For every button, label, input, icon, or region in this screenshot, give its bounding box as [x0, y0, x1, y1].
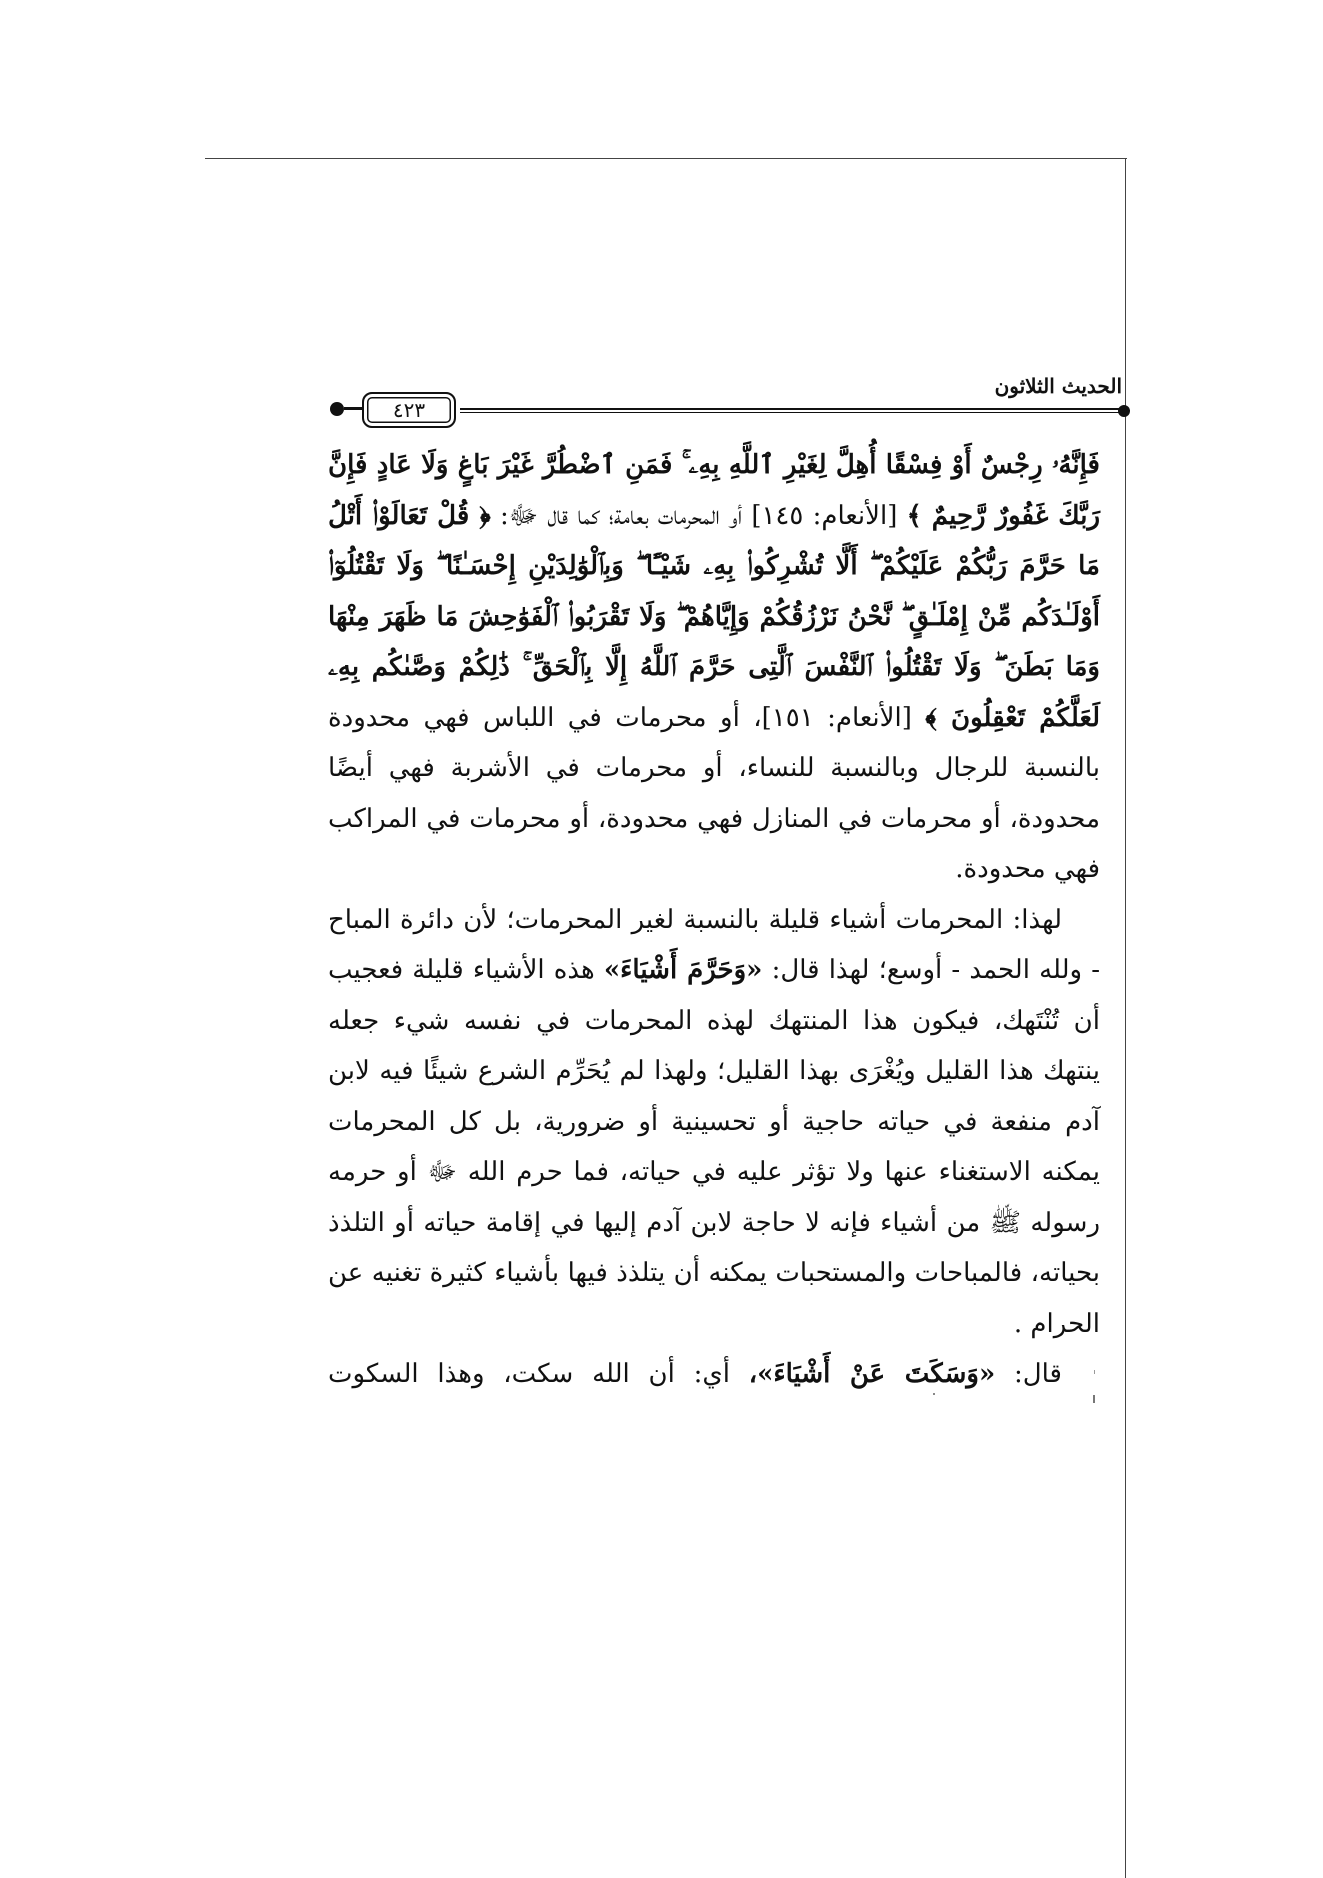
verse-reference: [الأنعام: ١٤٥] أو المحرمات بعامة؛ كما قال ﷻ: — [500, 500, 898, 531]
header-rule — [460, 408, 1120, 410]
quran-verse: فَإِنَّهُۥ رِجْسٌ أَوْ فِسْقًا أُهِلَّ لِغَيْرِ ٱللَّهِ بِهِۦ ۚ فَمَنِ ٱضْطُرَّ غَيْرَ بَاغٍ وَلَا عَادٍ فَإِنَّ رَبَّكَ غَفُورٌ رَّحِيمٌ ﴾ — [328, 450, 1101, 531]
rule-end-dot-icon — [1118, 405, 1130, 417]
page-number-badge — [362, 392, 456, 428]
page-number: ٤٢٣ — [392, 398, 426, 422]
paragraph-text: [الأنعام: ١٥١]، أو محرمات في اللباس فهي محدودة بالنسبة للرجال وبالنسبة للنساء، أو محرمات في الأشربة فهي أيضًا محدودة، أو محرمات في المنازل فهي محدودة، أو محرمات في المراكب فهي محدودة. — [328, 702, 1100, 884]
running-title: الحديث الثلاثون — [994, 374, 1122, 398]
paragraph-text: أي: أن الله سكت، وهذا السكوت — [328, 1359, 730, 1389]
page-header — [330, 372, 1130, 428]
paragraph-text: قال: — [1013, 1359, 1062, 1389]
header-rule-thin — [460, 412, 1120, 413]
rule-end-dot-icon — [330, 402, 344, 416]
hadith-quote: «وَسَكَتَ عَنْ أَشْيَاءَ»، — [748, 1359, 996, 1389]
quran-verse: ﴿ قُلْ تَعَالَوْا۟ أَتْلُ مَا حَرَّمَ رَبُّكُمْ عَلَيْكُمْ ۖ أَلَّا تُشْرِكُوا۟ بِهِۦ شَيْـًٔا ۖ وَبِٱلْوَٰلِدَيْنِ إِحْسَـٰنًا ۖ وَلَا تَقْتُلُوٓا۟ أَوْلَـٰدَكُم مِّنْ إِمْلَـٰقٍ ۖ نَّحْنُ نَرْزُقُكُمْ وَإِيَّاهُمْ ۖ وَلَا تَقْرَبُوا۟ ٱلْفَوَٰحِشَ مَا ظَهَرَ مِنْهَا وَمَا بَطَنَ ۖ وَلَا تَقْتُلُوا۟ ٱلنَّفْسَ ٱلَّتِى حَرَّمَ ٱللَّهُ إِلَّا بِٱلْحَقِّ ۚ ذَٰلِكُمْ وَصَّىٰكُم بِهِۦ لَعَلَّكُمْ تَعْقِلُونَ ﴾ — [328, 500, 1100, 733]
paragraph — [328, 440, 1100, 895]
page-body — [328, 440, 1100, 1400]
paragraph — [328, 895, 1100, 1350]
badge-connector — [344, 407, 362, 410]
crop-line-top — [205, 158, 1127, 159]
paragraph-text: هذه الأشياء قليلة فعجيب أن تُنْتَهك، فيكون هذا المنتهك لهذه المحرمات في نفسه شيء جعله ينتهك هذا القليل ويُغْرَى بهذا القليل؛ ولهذا لم يُحَرِّم الشرع شيئًا فيه لابن آدم منفعة في حياته حاجية أو تحسينية أو ضرورية، بل كل المحرمات يمكنه الاستغناء عنها ولا تؤثر عليه في حياته، فما حرم الله ﷻ أو حرمه رسوله ﷺ من أشياء فإنه لا حاجة لابن آدم إليها في إقامة حياته أو التلذذ بحياته، فالمباحات والمستحبات يمكنه أن يتلذذ فيها بأشياء كثيرة تغنيه عن الحرام . — [328, 955, 1101, 1339]
paragraph-text: لهذا: المحرمات أشياء قليلة بالنسبة لغير المحرمات؛ لأن دائرة المباح - ولله الحمد - أوسع؛ لهذا قال: — [328, 904, 1101, 985]
paragraph — [328, 1349, 1100, 1400]
hadith-quote: «وَحَرَّمَ أَشْيَاءَ» — [603, 955, 763, 985]
